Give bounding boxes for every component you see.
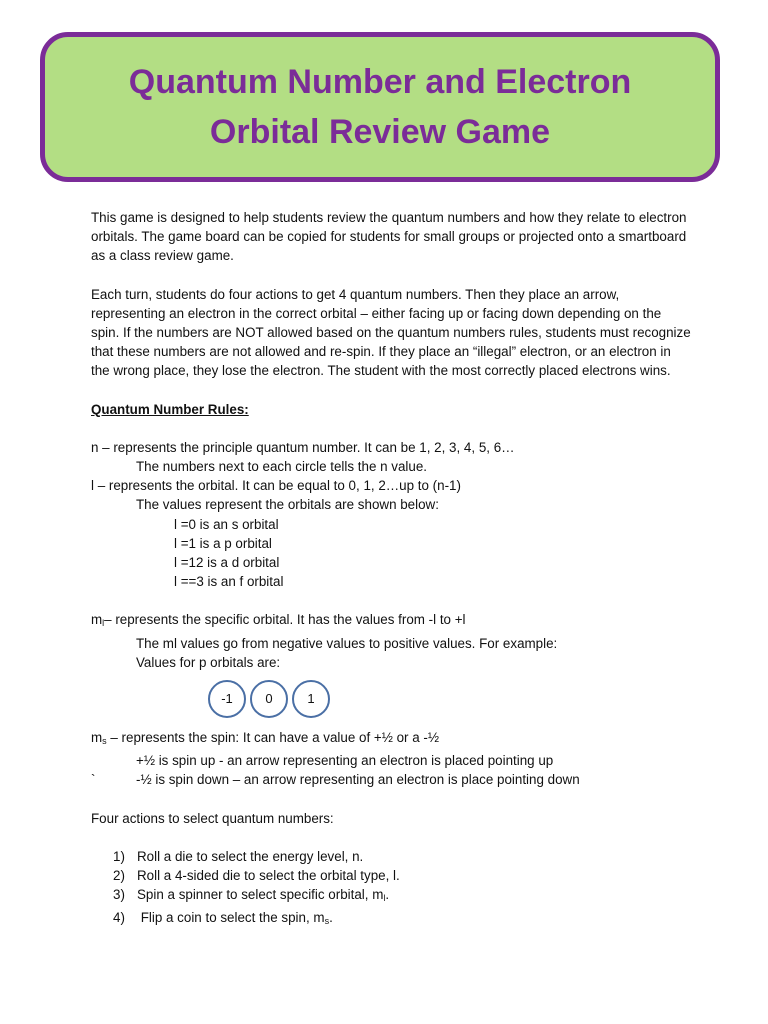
rule-ml-detail-2: Values for p orbitals are: (136, 654, 281, 670)
page-title (129, 57, 632, 157)
actions-list (91, 847, 691, 932)
step-subscript: l (383, 893, 386, 904)
p-orbital-diagram (91, 680, 691, 718)
intro-paragraph: This game is designed to help students review the quantum numbers and how they relate to electron orbitals. The game board can be copied for students for small groups or projected onto a smartboard as a class review game. (91, 210, 687, 264)
ms-text: – represents the spin: It can have a value of +½ or a -½ (106, 730, 440, 746)
list-item (91, 866, 691, 885)
step-number: 3) (113, 887, 125, 903)
step-number: 4) (113, 910, 125, 926)
document-body (91, 208, 691, 932)
spin-down-text: -½ is spin down – an arrow representing an electron is place pointing down (136, 772, 580, 788)
l-value-p: l =1 is a p orbital (174, 535, 272, 551)
rule-ms (91, 728, 691, 751)
rule-ml (91, 610, 691, 633)
step-number: 2) (113, 868, 125, 884)
step-text: Roll a 4-sided die to select the orbital type, l. (137, 868, 400, 884)
stray-mark: ` (91, 772, 96, 788)
ms-symbol: m (91, 730, 103, 746)
l-value-f: l ==3 is an f orbital (174, 574, 284, 590)
l-value-s: l =0 is an s orbital (174, 516, 279, 532)
ml-text: – represents the specific orbital. It has the values from -l to +l (104, 612, 466, 628)
list-item (91, 908, 691, 931)
rule-n: n – represents the principle quantum number. It can be 1, 2, 3, 4, 5, 6… (91, 439, 515, 455)
rules-heading: Quantum Number Rules: (91, 401, 249, 417)
step-end: . (385, 887, 390, 903)
rule-l-detail: The values represent the orbitals are shown below: (136, 497, 439, 513)
step-number: 1) (113, 848, 125, 864)
list-item (91, 847, 691, 866)
turn-paragraph: Each turn, students do four actions to get 4 quantum numbers. Then they place an arrow, representing an electron in the correct orbital – either facing up or facing down depending on the spin. If the numbers are NOT allowed based on the quantum numbers rules, students must recognize that these numbers are not allowed and re-spin. If they place an “illegal” electron, or an electron in the wrong place, they lose the electron. The student with the most correctly placed electrons wins. (91, 286, 691, 379)
spin-up-rule: +½ is spin up - an arrow representing an electron is placed pointing up (136, 753, 554, 769)
orbital-circle: 1 (292, 680, 330, 718)
title-banner (40, 32, 720, 182)
step-text: Roll a die to select the energy level, n. (137, 848, 364, 864)
orbital-circle: -1 (208, 680, 246, 718)
list-item (91, 885, 691, 908)
ml-subscript: l (102, 618, 105, 629)
l-value-d: l =12 is a d orbital (174, 555, 280, 571)
step-text: Spin a spinner to select specific orbital, m (137, 887, 384, 903)
step-subscript: s (324, 916, 330, 927)
rule-l: l – represents the orbital. It can be equal to 0, 1, 2…up to (n-1) (91, 478, 461, 494)
ml-symbol: m (91, 612, 103, 628)
ms-subscript: s (102, 736, 107, 747)
spin-down-rule (91, 770, 691, 789)
rule-n-detail: The numbers next to each circle tells the n value. (136, 459, 428, 475)
actions-heading: Four actions to select quantum numbers: (91, 810, 334, 826)
title-line-1: Quantum Number and Electron (128, 63, 632, 101)
title-line-2: Orbital Review Game (209, 113, 551, 151)
step-text: Flip a coin to select the spin, m (137, 910, 325, 926)
step-end: . (329, 910, 333, 926)
rule-ml-detail-1: The ml values go from negative values to positive values. For example: (136, 635, 558, 651)
orbital-circle: 0 (250, 680, 288, 718)
